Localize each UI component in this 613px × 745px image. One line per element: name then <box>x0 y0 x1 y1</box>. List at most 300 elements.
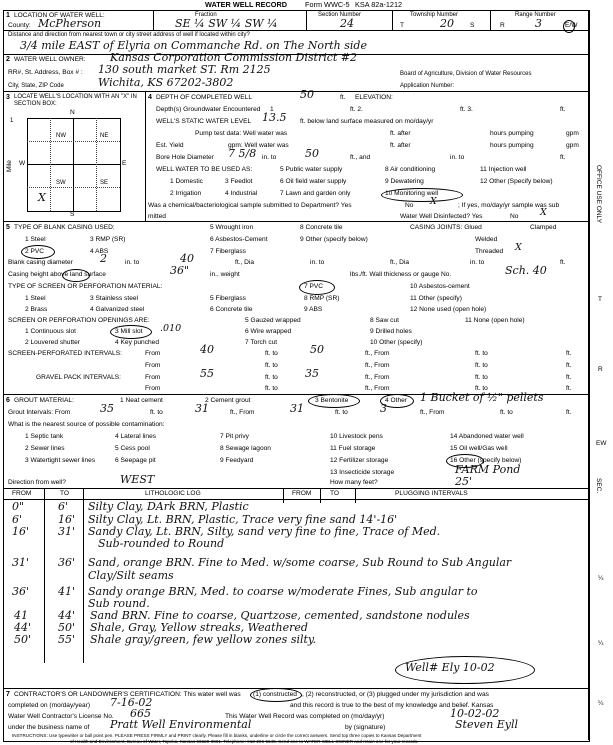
use-1: 1 Domestic <box>170 178 203 185</box>
sidebar-t: T <box>598 296 602 303</box>
log-row-text: Sub-rounded to Round <box>98 537 225 550</box>
contam-5: 5 Cess pool <box>115 445 150 452</box>
diam-label: Blank casing diameter <box>8 259 73 266</box>
use-10-circle <box>381 188 463 202</box>
diam-to-value: 40 <box>180 252 194 265</box>
est-hours: hours pumping <box>490 142 534 149</box>
section-box-hq3 <box>27 187 120 188</box>
casing-4: 4 ABS <box>90 248 109 255</box>
casing-label: TYPE OF BLANK CASING USED: <box>14 224 115 231</box>
interval-from: From <box>145 350 161 357</box>
grout-bentonite-circle <box>308 394 360 408</box>
many-value: 25' <box>455 475 473 488</box>
chem-label: Was a chemical/bacteriological sample submitted to Department? Yes <box>148 202 352 209</box>
openings-mill: 3 Mill slot <box>115 328 143 335</box>
sidebar-ew: EW <box>596 440 607 447</box>
cert-label: CONTRACTOR'S OR LANDOWNER'S CERTIFICATION: This water well was <box>14 691 241 698</box>
cert-rest: , (2) reconstructed, or (3) plugged under my jurisdiction and was <box>302 691 489 698</box>
section-3-number: 3 <box>6 94 10 101</box>
est-after: ft. after <box>390 142 411 149</box>
use-6: 6 Oil field water supply <box>280 178 347 185</box>
grout-bentonite: 3 Bentonite <box>315 397 349 404</box>
grout-neat: 1 Neat cement <box>120 397 163 404</box>
casing-8: 8 Concrete tile <box>300 224 343 231</box>
height-in: in., weight <box>210 271 240 278</box>
log-from2-header: FROM <box>292 490 312 497</box>
interval-ft-from2: ft., From <box>365 362 390 369</box>
gravel-ft-to2: ft. to <box>475 374 488 381</box>
diam-ft: ft., Dia <box>235 259 255 266</box>
log-row-text: Shale gray/green, few yellow zones silty. <box>90 633 317 646</box>
instructions-2: of Health and Environment, Bureau of Water, Topeka, Kansas 66620-0001. Telephone: 913-296-5545. Send one to WATER WELL OWNER and retain one for your records. <box>70 739 419 744</box>
screen-9: 9 ABS <box>304 306 323 313</box>
log-row-text: Sandy orange BRN, Med. to coarse w/moderate Fines, Sub angular to <box>88 585 478 598</box>
log-row-text: Shale, Gray, Yellow streaks, Weathered <box>90 621 308 634</box>
contam-4: 4 Lateral lines <box>115 433 157 440</box>
section-5-number: 5 <box>6 224 10 231</box>
diam-in2: in. to <box>310 259 325 266</box>
cert-true: and this record is true to the best of my knowledge and belief. Kansas <box>290 702 494 709</box>
interval-ft-to2: ft. to <box>475 350 488 357</box>
depth-label: DEPTH OF COMPLETED WELL <box>156 94 252 101</box>
grout-g2-from: 31 <box>290 402 304 415</box>
use-8: 8 Air conditioning <box>385 166 436 173</box>
contam-11: 11 Fuel storage <box>330 445 376 452</box>
rule-4 <box>3 221 588 222</box>
log-row-text: Silty Clay, Lt. BRN, Plastic, Trace very fine sand 14'-16' <box>88 513 398 526</box>
interval-label: SCREEN-PERFORATED INTERVALS: <box>8 350 122 357</box>
log-row-text: Silty Clay, DArk BRN, Plastic <box>88 500 249 513</box>
section-box-vq1 <box>50 118 51 211</box>
openings-other: 10 Other (specify) <box>370 339 423 346</box>
range-label: Range Number <box>515 12 556 18</box>
casing-welded: Welded <box>475 236 498 243</box>
interval-ft-end2: ft. <box>566 362 572 369</box>
locate-label: LOCATE WELL'S LOCATION WITH AN "X" IN SECTION BOX: <box>14 94 137 107</box>
log-row-to: 55' <box>58 633 76 646</box>
openings-gauzed: 5 Gauzed wrapped <box>245 317 301 324</box>
casing-2: 2 PVC <box>25 248 45 255</box>
cert-record-value: 10-02-02 <box>450 707 500 720</box>
rule-6 <box>3 488 588 489</box>
log-col-4 <box>320 488 321 503</box>
rr-label: RR#, St. Address, Box # : <box>8 69 83 76</box>
gravel-ft-from2: ft., From <box>365 385 390 392</box>
cert-completed: completed on (mo/day/year) <box>8 702 91 709</box>
owner-label: WATER WELL OWNER: <box>14 56 86 63</box>
section-box-hmid <box>27 164 120 165</box>
section-number-value: 24 <box>340 17 354 30</box>
interval-to-value: 50 <box>310 343 324 356</box>
gravel-from: From <box>145 374 161 381</box>
section-7-number: 7 <box>6 691 10 698</box>
township-label: Township Number <box>410 12 459 18</box>
application-label: Application Number: <box>400 83 455 89</box>
fraction-label: Fraction <box>195 12 217 18</box>
openings-wire: 6 Wire wrapped <box>245 328 292 335</box>
log-row-to: 36' <box>58 556 76 569</box>
bore-in: in. to <box>262 154 277 161</box>
grout-ft-end: ft. <box>566 409 572 416</box>
log-row-from: 44' <box>14 621 32 634</box>
gw-1: 1 <box>270 106 274 113</box>
log-row-text: Sand BRN. Fine to coarse, Quartzose, cemented, sandstone nodules <box>90 609 470 622</box>
range-value: 3 <box>535 17 542 30</box>
grout-ft-to3: ft. to <box>500 409 513 416</box>
disinfected-no: No <box>510 213 519 220</box>
locate-divider <box>145 91 146 221</box>
form-title: WATER WELL RECORD <box>205 0 288 9</box>
use-11: 11 Injection well <box>480 166 527 173</box>
compass-s: S <box>70 211 75 218</box>
pump-gpm: gpm <box>566 130 579 137</box>
screen-1: 1 Steel <box>25 295 46 302</box>
log-row-text: Sandy Clay, Lt. BRN, Silty, sand very fine to fine, Trace of Med. <box>88 525 441 538</box>
chem-no-mark: X <box>430 196 437 207</box>
gauge-value: Sch. 40 <box>505 264 547 277</box>
openings-torch: 7 Torch cut <box>245 339 278 346</box>
pump-hours: hours pumping <box>490 130 534 137</box>
disinfected-no-mark: X <box>540 207 547 218</box>
fraction-value: SE ¼ SW ¼ SW ¼ <box>175 17 278 30</box>
distance-label: Distance and direction from nearest town or city street address of well if located within city? <box>8 32 250 38</box>
log-row-to: 41' <box>58 585 76 598</box>
bore-ft: ft., and <box>350 154 371 161</box>
office-use-label: OFFICE USE ONLY <box>595 165 602 224</box>
contam-label: What is the nearest source of possible contamination: <box>8 421 165 428</box>
screen-5: 5 Fiberglass <box>210 295 246 302</box>
cert-constructed: (1) constructed <box>253 691 297 698</box>
casing-clamped: Clamped <box>530 224 557 231</box>
interval-ft-to: ft. to <box>265 350 278 357</box>
quadrant-nw: NW <box>56 133 66 139</box>
log-row-to: 44' <box>58 609 76 622</box>
quadrant-se: SE <box>100 180 109 186</box>
diam-ft3: ft. <box>560 259 566 266</box>
sidebar-r: R <box>598 366 603 373</box>
use-12: 12 Other (Specify below) <box>480 178 553 185</box>
depth-value: 50 <box>300 88 314 101</box>
gravel-ft-to: ft. to <box>265 374 278 381</box>
cert-business: under the business name of <box>8 724 90 731</box>
static-value: 13.5 <box>262 111 287 124</box>
pump-label: Pump test data: Well water was <box>195 130 288 137</box>
rule-1 <box>3 30 588 31</box>
casing-3: 3 RMP (SR) <box>90 236 126 243</box>
contam-9: 9 Feedyard <box>220 457 254 464</box>
direction-label: Direction from well? <box>8 479 66 486</box>
chem-no: No <box>405 202 414 209</box>
casing-9: 9 Other (specify below) <box>300 236 368 243</box>
height-lbs: lbs./ft. Wall thickness or gauge No. <box>350 271 452 278</box>
rule-3 <box>3 91 588 92</box>
section-1-number: 1 <box>6 12 10 19</box>
log-row-from: 50' <box>14 633 32 646</box>
use-4: 4 Industrial <box>225 190 258 197</box>
contam-10: 10 Livestock pens <box>330 433 383 440</box>
interval-ft-to3: ft. to <box>265 362 278 369</box>
use-2: 2 Irrigation <box>170 190 202 197</box>
section-box-vq3 <box>96 118 97 211</box>
cert-by: by (signature) <box>345 724 386 731</box>
range-divider <box>490 10 491 30</box>
interval-from2: From <box>145 362 161 369</box>
distance-value: 3/4 mile EAST of Elyria on Commanche Rd. on The North side <box>20 39 367 52</box>
gravel-ft-end: ft. <box>566 374 572 381</box>
instructions: INSTRUCTIONS: Use typewriter or ball point pen. PLEASE PRESS FIRMLY and PRINT clearly. Please fill in blanks, underline or circle the correct answers. Send top three copies to Kansas Department <box>12 733 422 738</box>
screen-pvc-circle <box>299 280 335 295</box>
casing-6: 6 Asbestos-Cement <box>210 236 268 243</box>
grout-cement: 2 Cement grout <box>205 397 251 404</box>
screen-12: 12 None used (open hole) <box>410 306 487 313</box>
gravel-label: GRAVEL PACK INTERVALS: <box>36 374 122 381</box>
form-number: Form WWC-5 <box>305 0 350 9</box>
casing-threaded: Threaded <box>475 248 504 255</box>
grout-other-value: 1 Bucket of ½" pellets <box>420 391 544 404</box>
gravel-ft-end2: ft. <box>566 385 572 392</box>
use-7: 7 Lawn and garden only <box>280 190 351 197</box>
grout-ft-from2: ft., From <box>420 409 445 416</box>
interval-ft-to4: ft. to <box>475 362 488 369</box>
sidebar-q3: ¼ <box>598 700 604 707</box>
casing-joints: CASING JOINTS: Glued <box>410 224 482 231</box>
well-id: Well# Ely 10-02 <box>405 661 495 674</box>
screen-label: TYPE OF SCREEN OR PERFORATION MATERIAL: <box>8 283 163 290</box>
range-ew: E/W <box>565 22 578 29</box>
bore-value: 7 5/8 <box>228 147 257 160</box>
casing-threaded-mark: X <box>515 242 522 253</box>
est-label: Est. Yield <box>156 142 184 149</box>
screen-2: 2 Brass <box>25 306 48 313</box>
use-9: 9 Dewatering <box>385 178 424 185</box>
gw-2: ft. 2. <box>350 106 363 113</box>
township-s: S <box>470 22 475 29</box>
diam-in: in. to <box>125 259 140 266</box>
log-row-from: 36' <box>12 585 30 598</box>
grout-other: 4 Other <box>385 397 407 404</box>
interval-ft-end: ft. <box>566 350 572 357</box>
interval-ft-from: ft., From <box>365 350 390 357</box>
bore-label: Bore Hole Diameter <box>156 154 214 161</box>
diam-in3: in. to <box>470 259 485 266</box>
section-6-number: 6 <box>6 397 10 404</box>
ksa-number: KSA 82a-1212 <box>355 0 403 9</box>
township-divider <box>392 10 393 30</box>
township-t: T <box>400 22 405 29</box>
log-to-header: TO <box>60 490 70 497</box>
cert-record: This Water Well Record was completed on (mo/day/yr) <box>225 713 385 720</box>
section-number-label: Section Number <box>318 12 362 18</box>
county-value: McPherson <box>38 17 102 30</box>
township-value: 20 <box>440 17 454 30</box>
casing-2-circle <box>21 245 55 259</box>
screen-3: 3 Stainless steel <box>90 295 139 302</box>
range-r: R <box>500 22 505 29</box>
log-row-to: 16' <box>58 513 76 526</box>
cert-constructed-circle <box>250 688 302 702</box>
contam-1: 1 Septic tank <box>25 433 64 440</box>
pump-after: ft. after <box>390 130 411 137</box>
section-2-number: 2 <box>6 56 10 63</box>
depth-ft: ft. <box>340 94 346 101</box>
contam-2: 2 Sewer lines <box>25 445 65 452</box>
log-row-from: 0" <box>12 500 25 513</box>
grout-g1-to: 31 <box>195 402 209 415</box>
sidebar-q1: ¼ <box>598 575 604 582</box>
contam-7: 7 Pit privy <box>220 433 249 440</box>
gravel-from2: From <box>145 385 161 392</box>
compass-n: N <box>70 109 75 116</box>
location-mark: X <box>38 191 46 204</box>
contam-other-value: FARM Pond <box>455 463 521 476</box>
openings-louvered: 2 Louvered shutter <box>25 339 80 346</box>
section-box-hq1 <box>27 141 120 142</box>
log-row-from: 41 <box>14 609 28 622</box>
section-4-number: 4 <box>148 94 152 101</box>
groundwater-label: Depth(s) Groundwater Encountered <box>156 106 261 113</box>
elevation-label: ELEVATION: <box>355 94 393 101</box>
height-above-circle <box>62 269 90 282</box>
log-row-to: 6' <box>58 500 69 513</box>
grout-ft-to: ft. to <box>150 409 163 416</box>
openings-label: SCREEN OR PERFORATION OPENINGS ARE: <box>8 317 150 324</box>
openings-drilled: 9 Drilled holes <box>370 328 412 335</box>
screen-11: 11 Other (specify) <box>410 295 462 302</box>
bore-to-value: 50 <box>305 147 319 160</box>
sidebar-divider <box>588 10 589 740</box>
section-divider <box>306 10 307 30</box>
gravel-ft-to4: ft. to <box>475 385 488 392</box>
log-to2-header: TO <box>330 490 340 497</box>
gw-3: ft. 3. <box>460 106 473 113</box>
contam-14: 14 Abandoned water well <box>450 433 524 440</box>
grout-g2-to: 3 <box>380 402 387 415</box>
bore-ft2: ft. <box>560 154 566 161</box>
chem-mitted: mitted <box>148 213 166 220</box>
city-label: City, State, ZIP Code <box>8 83 64 89</box>
openings-mill-circle <box>110 325 152 339</box>
grout-label: GROUT MATERIAL: <box>14 397 74 404</box>
contam-12: 12 Fertilizer storage <box>330 457 389 464</box>
gravel-from-value: 55 <box>200 367 214 380</box>
log-row-to: 50' <box>58 621 76 634</box>
log-row-text: Sub round. <box>88 597 150 610</box>
openings-none: 11 None (open hole) <box>465 317 525 324</box>
diam-value: 2 <box>100 252 107 265</box>
screen-pvc: 7 PVC <box>304 283 324 290</box>
grout-g1-from: 35 <box>100 402 114 415</box>
cert-license: Water Well Contractor's License No. <box>8 713 114 720</box>
mile-label: Mile <box>6 160 13 172</box>
log-lith-header: LITHOLOGIC LOG <box>145 490 201 497</box>
log-col-2 <box>83 488 84 663</box>
cert-signature: Steven Eyll <box>455 718 519 731</box>
rule-7 <box>3 688 588 689</box>
log-row-text: Sand, orange BRN. Fine to Med. w/some coarse, Sub Round to Sub Angular <box>88 556 512 569</box>
log-row-from: 31' <box>12 556 30 569</box>
static-rest: ft. below land surface measured on mo/day/yr <box>300 118 434 125</box>
log-col-3 <box>283 488 284 503</box>
screen-8: 8 RMP (SR) <box>304 295 340 302</box>
grout-ft-to2: ft. to <box>335 409 348 416</box>
chem-if-yes: ; If yes, mo/day/yr sample was sub <box>458 202 560 209</box>
static-label: WELL'S STATIC WATER LEVEL <box>156 118 252 125</box>
openings-slot: .010 <box>160 323 182 334</box>
use-label: WELL WATER TO BE USED AS: <box>156 166 253 173</box>
contam-8: 8 Sewage lagoon <box>220 445 271 452</box>
grout-ft-from: ft., From <box>230 409 255 416</box>
direction-value: WEST <box>120 473 155 486</box>
est-gpm2: gpm <box>566 142 579 149</box>
many-label: How many feet? <box>330 479 378 486</box>
owner-address: 130 south market ST. Rm 2125 <box>98 63 271 76</box>
contam-13: 13 Insecticide storage <box>330 469 395 476</box>
openings-sawcut: 8 Saw cut <box>370 317 399 324</box>
openings-cont: 1 Continuous slot <box>25 328 76 335</box>
interval-from-value: 40 <box>200 343 214 356</box>
diam-ft2: ft., Dia <box>390 259 410 266</box>
log-row-text: Clay/Silt seams <box>88 569 174 582</box>
quadrant-sw: SW <box>56 180 66 186</box>
bore-in2: in. to <box>450 154 465 161</box>
mile-one: 1 <box>10 118 14 124</box>
height-label: Casing height above land surface <box>8 271 106 278</box>
cert-business-value: Pratt Well Environmental <box>110 718 252 731</box>
disinfected-label: Water Well Disinfected? Yes <box>400 213 483 220</box>
log-from-header: FROM <box>12 490 32 497</box>
log-col-1 <box>44 488 45 663</box>
screen-4: 4 Galvanized steel <box>90 306 145 313</box>
compass-e: E <box>122 160 127 167</box>
log-row-from: 16' <box>12 525 30 538</box>
gravel-ft-to3: ft. to <box>265 385 278 392</box>
openings-key: 4 Key punched <box>115 339 159 346</box>
contam-3: 3 Watertight sewer lines <box>25 457 96 464</box>
gravel-ft-from: ft., From <box>365 374 390 381</box>
location-label: LOCATION OF WATER WELL: <box>14 12 105 19</box>
cert-license-value: 665 <box>130 707 151 720</box>
contam-6: 6 Seepage pit <box>115 457 156 464</box>
log-row-from: 6' <box>12 513 23 526</box>
county-label: County: <box>8 22 31 29</box>
sidebar-q2: ¼ <box>598 640 604 647</box>
use-3: 3 Feedlot <box>225 178 253 185</box>
est-gpm: gpm: Well water was <box>228 142 289 149</box>
log-col-5 <box>355 488 356 503</box>
fraction-divider <box>153 10 154 30</box>
range-e-circle <box>563 20 578 33</box>
use-10: 10 Monitoring well <box>385 190 439 197</box>
contam-16: 16 Other (specify below) <box>450 457 522 464</box>
contam-15: 15 Oil well/Gas well <box>450 445 508 452</box>
owner-name: Kansas Corporation Commission District #2 <box>110 51 358 64</box>
casing-1: 1 Steel <box>25 236 46 243</box>
use-5: 5 Public water supply <box>280 166 343 173</box>
height-value: 36" <box>170 264 190 277</box>
compass-w: W <box>19 160 26 167</box>
screen-asbestos: 10 Asbestos-cement <box>410 283 470 290</box>
gravel-to-value: 35 <box>305 367 319 380</box>
cert-completed-value: 7-16-02 <box>110 696 153 709</box>
casing-5: 5 Wrought iron <box>210 224 254 231</box>
casing-7: 7 Fiberglass <box>210 248 246 255</box>
owner-city: Wichita, KS 67202-3802 <box>98 76 234 89</box>
board-label: Board of Agriculture, Division of Water Resources <box>400 71 532 77</box>
log-plug-header: PLUGGING INTERVALS <box>395 490 468 497</box>
screen-6: 6 Concrete tile <box>210 306 253 313</box>
log-row-to: 31' <box>58 525 76 538</box>
grout-intervals: Grout Intervals: From <box>8 409 71 416</box>
